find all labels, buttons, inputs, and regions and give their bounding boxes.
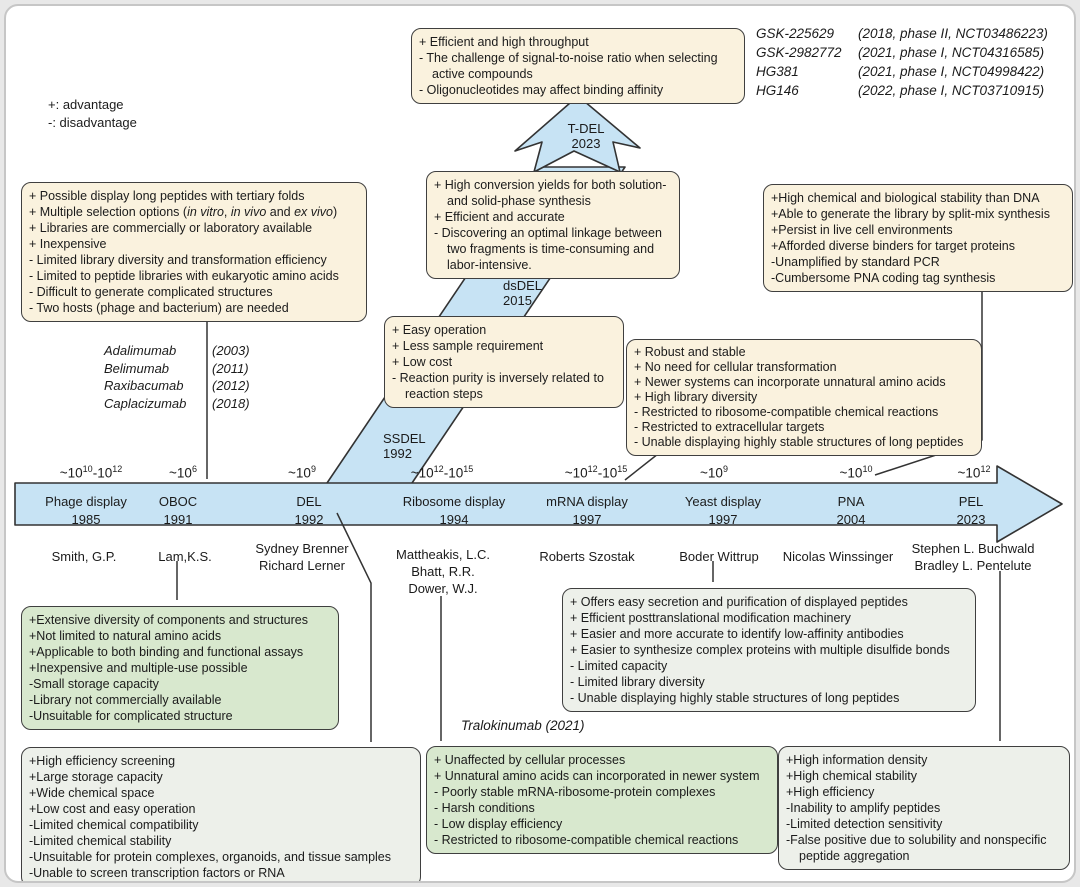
text-line: Boder Wittrup [679, 549, 759, 564]
ribosome-display-pros-cons-box [426, 746, 778, 854]
text-line: - Unable displaying highly stable structures of long peptides [634, 435, 964, 449]
trial-row [756, 81, 1048, 100]
legend-disadvantage: -: disadvantage [48, 115, 137, 130]
discoverer-phage [52, 548, 117, 565]
text-line: +High chemical and biological stability than DNA [771, 191, 1040, 205]
text-line: + Efficient and accurate [434, 210, 565, 224]
text-line: Mattheakis, L.C. [396, 547, 490, 562]
text-line: + Efficient posttranslational modification machinery [570, 611, 851, 625]
text-line: Roberts Szostak [539, 549, 635, 564]
timeline-station-phage [45, 493, 127, 529]
timeline-station-oboc [159, 493, 197, 529]
discoverer-pel [912, 540, 1035, 574]
text-line: +High efficiency [786, 785, 875, 799]
library-size-mrna: $\sim 10^{12}-10^{15}$ [564, 464, 628, 481]
library-size-phage: $\sim 10^{10}-10^{12}$ [59, 464, 123, 481]
text-line: + High library diversity [634, 390, 758, 404]
trial-row-name: GSK-2982772 [756, 45, 842, 60]
discoverer-oboc [158, 548, 211, 565]
station-name: Ribosome display [402, 494, 506, 509]
content-layer [6, 6, 1076, 883]
text-line: Stephen L. Buchwald [911, 541, 1035, 556]
drug-row [104, 342, 250, 360]
text-line: -Unable to screen transcription factors or RNA [29, 866, 285, 880]
discoverer-yeast [679, 548, 758, 565]
drug-row-detail: (2003) [212, 343, 250, 358]
figure-canvas [4, 4, 1076, 883]
library-size-pna: $\sim 10^{10}$ [839, 464, 873, 481]
ssdel-branch-name: SSDEL [383, 431, 426, 446]
discoverer-pna [783, 548, 894, 565]
station-name: PNA [837, 494, 865, 509]
text-line: +High information density [786, 753, 928, 767]
station-name: OBOC [158, 494, 198, 509]
station-year: 1997 [708, 512, 738, 527]
drug-row-name: Adalimumab [104, 343, 177, 358]
station-name: Yeast display [684, 494, 762, 509]
station-year: 1997 [572, 512, 602, 527]
timeline-station-del [295, 493, 324, 529]
text-line: - Limited capacity [570, 659, 668, 673]
text-line: -Small storage capacity [29, 677, 159, 691]
text-line: -Limited detection sensitivity [786, 817, 943, 831]
text-line: + Offers easy secretion and purification of displayed peptides [570, 595, 908, 609]
text-line: +Wide chemical space [29, 786, 155, 800]
tdel-branch-name: T-DEL [567, 121, 605, 136]
text-line: -Unsuitable for complicated structure [29, 709, 233, 723]
text-line: - Limited library diversity [570, 675, 705, 689]
discoverer-mrna [539, 548, 634, 565]
yeast-display-pros-cons-box [562, 588, 976, 712]
text-line: +Applicable to both binding and functional assays [29, 645, 304, 659]
text-line: -Limited chemical stability [29, 834, 172, 848]
station-name: mRNA display [546, 494, 628, 509]
dsdel-branch-label [503, 278, 542, 308]
text-line: + Easy operation [392, 323, 487, 337]
tdel-pros-cons-box [411, 28, 745, 104]
timeline-station-yeast [685, 493, 761, 529]
pel-pros-cons-box [778, 746, 1070, 870]
text-line: + No need for cellular transformation [634, 360, 837, 374]
text-line: + Unaffected by cellular processes [434, 753, 626, 767]
text-line: +Not limited to natural amino acids [29, 629, 222, 643]
text-line: + Easier and more accurate to identify low-affinity antibodies [570, 627, 904, 641]
text-line: - Oligonucleotides may affect binding affinity [419, 83, 664, 97]
text-line: - Reaction purity is inversely related to reaction steps [392, 371, 604, 401]
drug-row-name: Caplacizumab [104, 395, 187, 411]
text-line: - Limited library diversity and transformation efficiency [29, 253, 327, 267]
text-line: + Low cost [392, 355, 453, 369]
text-line: Bhatt, R.R. [411, 564, 475, 579]
trial-row-name: GSK-225629 [756, 26, 835, 41]
station-year: 1991 [163, 512, 193, 527]
text-line: Lam,K.S. [158, 549, 212, 564]
library-size-pel: $\sim 10^{12}$ [957, 464, 991, 481]
drug-row-detail: (2012) [212, 378, 250, 393]
text-line: - Restricted to ribosome-compatible chemical reactions [634, 405, 939, 419]
text-line: +High chemical stability [786, 769, 917, 783]
station-year: 2004 [836, 512, 866, 527]
text-line: -Cumbersome PNA coding tag synthesis [771, 271, 996, 285]
mrna-display-pros-cons-box [626, 339, 982, 456]
station-year: 1985 [71, 512, 101, 527]
text-line: - Harsh conditions [434, 801, 535, 815]
ribosome-approved-drug-label: Tralokinumab (2021) [461, 718, 585, 733]
text-line: +Extensive diversity of components and structures [29, 613, 308, 627]
text-line: - Restricted to extracellular targets [634, 420, 825, 434]
trial-row [756, 62, 1048, 81]
text-line: + Robust and stable [634, 345, 746, 359]
text-line: Bradley L. Pentelute [914, 558, 1032, 573]
trial-row-detail: (2022, phase I, NCT03710915) [858, 83, 1045, 98]
text-line: Nicolas Winssinger [782, 549, 894, 564]
trial-row-detail: (2021, phase I, NCT04316585) [858, 45, 1045, 60]
text-line: - The challenge of signal-to-noise ratio when selecting active compounds [419, 51, 718, 81]
drug-row-detail: (2011) [212, 360, 249, 376]
text-line: - Two hosts (phage and bacterium) are needed [29, 301, 289, 315]
dsdel-pros-cons-box [426, 171, 680, 279]
timeline-station-ribosome [403, 493, 506, 529]
text-line: - Unable displaying highly stable structures of long peptides [570, 691, 900, 705]
pna-pros-cons-box [763, 184, 1073, 292]
station-name: PEL [958, 494, 984, 509]
text-line: +Persist in live cell environments [771, 223, 953, 237]
text-line: + Newer systems can incorporate unnatural amino acids [634, 375, 946, 389]
drug-row [104, 377, 250, 395]
text-line: Richard Lerner [258, 558, 345, 573]
trial-row-detail: (2018, phase II, NCT03486223) [858, 26, 1048, 41]
library-size-oboc: $\sim 10^6$ [169, 464, 197, 481]
ssdel-branch-label [383, 431, 426, 461]
drug-row [104, 360, 250, 378]
text-line: +Able to generate the library by split-mix synthesis [771, 207, 1050, 221]
trial-row [756, 24, 1048, 43]
text-line: Dower, W.J. [408, 581, 478, 596]
drug-row-name: Raxibacumab [104, 378, 184, 393]
station-year: 1994 [439, 512, 469, 527]
ssdel-branch-year: 1992 [383, 446, 412, 461]
discoverer-ribosome [396, 546, 490, 597]
discoverer-del [255, 540, 348, 574]
text-line: - Poorly stable mRNA-ribosome-protein complexes [434, 785, 716, 799]
text-line: -Unamplified by standard PCR [771, 255, 940, 269]
text-line: + Libraries are commercially or laboratory available [29, 221, 313, 235]
trial-row [756, 43, 1048, 62]
station-year: 1992 [294, 512, 324, 527]
library-size-del: $\sim 10^9$ [288, 464, 316, 481]
drug-row-detail: (2018) [212, 395, 250, 411]
text-line: - Difficult to generate complicated structures [29, 285, 273, 299]
text-line: + High conversion yields for both solution- and solid-phase synthesis [434, 178, 667, 208]
text-line: + Less sample requirement [392, 339, 544, 353]
text-line: -Library not commercially available [29, 693, 222, 707]
text-line: - Discovering an optimal linkage between two fragments is time-consuming and labor-intensive. [434, 226, 662, 272]
text-line: Smith, G.P. [51, 549, 117, 564]
text-line: +High efficiency screening [29, 754, 176, 768]
text-line: +Low cost and easy operation [29, 802, 196, 816]
drug-row [104, 395, 250, 413]
text-line: + Multiple selection options (in vitro, in vivo and ex vivo) [29, 205, 338, 219]
trial-row-detail: (2021, phase I, NCT04998422) [858, 64, 1045, 79]
text-line: -Unsuitable for protein complexes, organoids, and tissue samples [29, 850, 391, 864]
trial-row-name: HG146 [756, 83, 799, 98]
phage-display-pros-cons-box [21, 182, 367, 322]
tdel-branch-label [568, 121, 605, 151]
text-line: Sydney Brenner [255, 541, 349, 556]
text-line: - Low display efficiency [434, 817, 563, 831]
library-size-ribosome: $\sim 10^{12}-10^{15}$ [410, 464, 474, 481]
timeline-station-mrna [546, 493, 628, 529]
text-line: +Inexpensive and multiple-use possible [29, 661, 248, 675]
ssdel-pros-cons-box [384, 316, 624, 408]
dsdel-branch-year: 2015 [503, 293, 532, 308]
del-clinical-candidates-list [756, 24, 1048, 100]
text-line: - Limited to peptide libraries with eukaryotic amino acids [29, 269, 339, 283]
trial-row-name: HG381 [756, 64, 799, 79]
station-name: Phage display [45, 494, 127, 509]
text-line: +Afforded diverse binders for target proteins [771, 239, 1016, 253]
del-pros-cons-box [21, 747, 421, 883]
station-year: 2023 [956, 512, 986, 527]
legend [48, 96, 137, 132]
tdel-branch-year: 2023 [571, 136, 601, 151]
text-line: -False positive due to solubility and nonspecific peptide aggregation [786, 833, 1047, 863]
text-line: - Restricted to ribosome-compatible chemical reactions [434, 833, 739, 847]
text-line: -Inability to amplify peptides [786, 801, 941, 815]
oboc-pros-cons-box [21, 606, 339, 730]
text-line: + Easier to synthesize complex proteins with multiple disulfide bonds [570, 643, 950, 657]
timeline-station-pna [837, 493, 866, 529]
timeline-station-pel [957, 493, 986, 529]
text-line: + Unnatural amino acids can incorporated in newer system [434, 769, 760, 783]
library-size-yeast: $\sim 10^9$ [700, 464, 728, 481]
text-line: + Inexpensive [29, 237, 107, 251]
phage-approved-drugs-list [104, 342, 250, 412]
text-line: -Limited chemical compatibility [29, 818, 199, 832]
drug-row-name: Belimumab [104, 360, 170, 376]
text-line: + Efficient and high throughput [419, 35, 589, 49]
text-line: + Possible display long peptides with tertiary folds [29, 189, 305, 203]
dsdel-branch-name: dsDEL [503, 278, 543, 293]
text-line: +Large storage capacity [29, 770, 163, 784]
station-name: DEL [296, 494, 322, 509]
legend-advantage: +: advantage [48, 97, 124, 112]
